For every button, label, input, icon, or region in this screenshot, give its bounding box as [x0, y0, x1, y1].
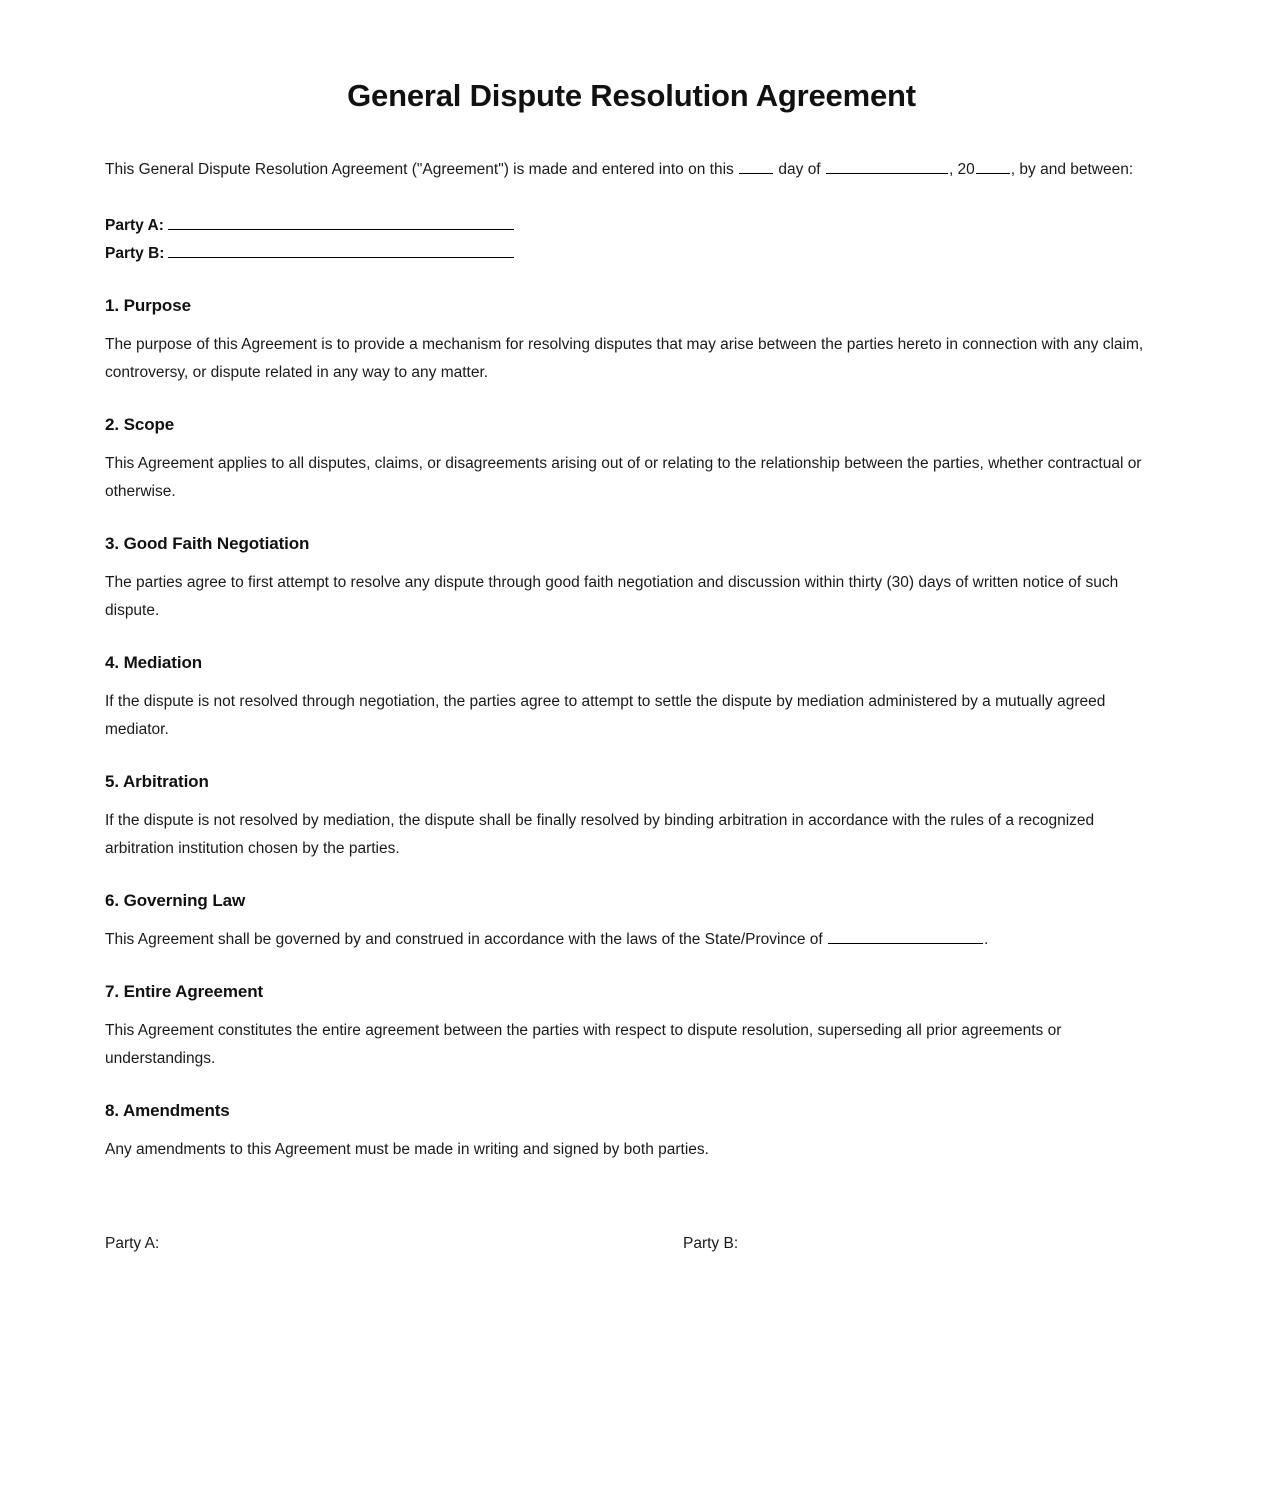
section-body-governing-law — [105, 913, 1158, 954]
section-heading-mediation: 4. Mediation — [105, 652, 203, 672]
section-heading-amendments: 8. Amendments — [105, 1100, 230, 1120]
section-mediation — [105, 625, 1158, 744]
intro-text-part3: , 20 — [948, 160, 975, 178]
party-b-row — [105, 240, 1158, 268]
day-blank-field[interactable] — [739, 159, 773, 174]
section-heading-purpose: 1. Purpose — [105, 295, 191, 315]
year-blank-field[interactable] — [976, 159, 1010, 174]
section-heading-good-faith-negotiation: 3. Good Faith Negotiation — [105, 533, 310, 553]
section-scope — [105, 387, 1158, 506]
section-purpose — [105, 268, 1158, 387]
party-b-input-line[interactable] — [168, 243, 514, 258]
section-entire-agreement — [105, 954, 1158, 1073]
signature-party-a: Party A: — [105, 1234, 160, 1252]
party-b-label: Party B: — [105, 244, 165, 262]
party-a-row — [105, 212, 1158, 240]
section-heading-governing-law: 6. Governing Law — [105, 890, 246, 910]
page-title: General Dispute Resolution Agreement — [347, 78, 916, 113]
signature-party-b: Party B: — [683, 1234, 739, 1252]
section-body-scope: This Agreement applies to all disputes, claims, or disagreements arising out of or relating to the relationship between the parties, whether contractual or otherwise. — [105, 454, 1142, 500]
section-amendments — [105, 1073, 1158, 1164]
state-province-blank-field[interactable] — [828, 929, 983, 944]
section-body-purpose: The purpose of this Agreement is to provide a mechanism for resolving disputes that may arise between the parties hereto in connection with any claim, controversy, or dispute related in any way to any matter. — [105, 335, 1144, 381]
section-heading-arbitration: 5. Arbitration — [105, 771, 209, 791]
governing-law-text: This Agreement shall be governed by and construed in accordance with the laws of the State/Province of — [105, 930, 823, 948]
section-body-entire-agreement: This Agreement constitutes the entire agreement between the parties with respect to dispute resolution, superseding all prior agreements or understandings. — [105, 1021, 1062, 1067]
intro-paragraph — [105, 114, 1158, 184]
intro-text-part4: , by and between: — [1010, 160, 1134, 178]
party-fields-block — [105, 184, 1158, 268]
section-heading-scope: 2. Scope — [105, 414, 175, 434]
section-body-mediation: If the dispute is not resolved through negotiation, the parties agree to attempt to settle the dispute by mediation administered by a mutually agreed mediator. — [105, 692, 1106, 738]
section-body-good-faith-negotiation: The parties agree to first attempt to resolve any dispute through good faith negotiation and discussion within thirty (30) days of written notice of such dispute. — [105, 573, 1119, 619]
section-body-amendments: Any amendments to this Agreement must be made in writing and signed by both parties. — [105, 1140, 709, 1158]
intro-text-part1: This General Dispute Resolution Agreement ("Agreement") is made and entered into on this — [105, 160, 734, 178]
party-a-label: Party A: — [105, 216, 164, 234]
section-governing-law — [105, 863, 1158, 954]
party-a-input-line[interactable] — [168, 215, 514, 230]
intro-text-part2: day of — [778, 160, 821, 178]
governing-law-period: . — [984, 930, 989, 948]
signature-block — [105, 1164, 1158, 1258]
section-good-faith-negotiation — [105, 506, 1158, 625]
section-body-arbitration: If the dispute is not resolved by mediation, the dispute shall be finally resolved by binding arbitration in accordance with the rules of a recognized arbitration institution chosen by the parties. — [105, 811, 1095, 857]
section-arbitration — [105, 744, 1158, 863]
section-heading-entire-agreement: 7. Entire Agreement — [105, 981, 264, 1001]
month-blank-field[interactable] — [826, 159, 948, 174]
document-content — [105, 0, 1158, 1258]
